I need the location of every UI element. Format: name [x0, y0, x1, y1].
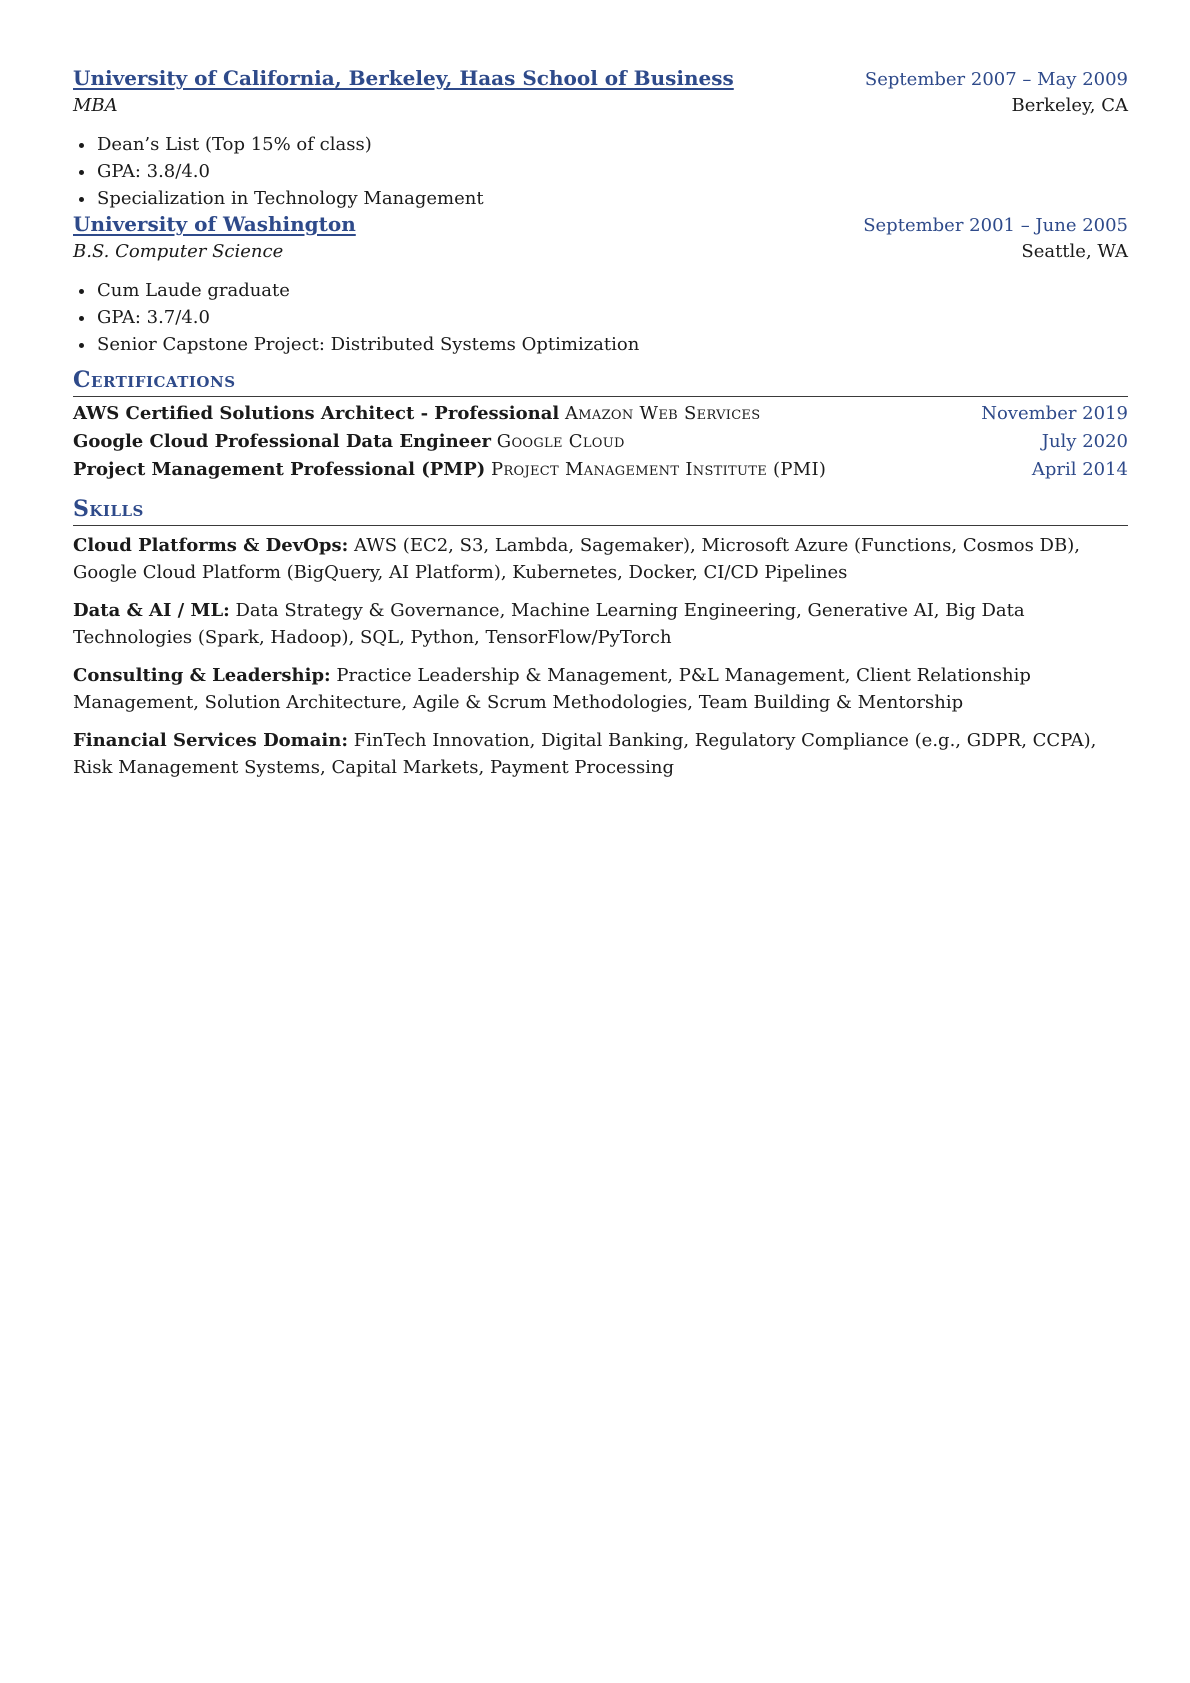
list-item: Dean’s List (Top 15% of class)	[97, 131, 1128, 158]
education-entry-washington	[73, 212, 1128, 358]
certification-title	[73, 431, 625, 452]
education-entry-berkeley	[73, 66, 1128, 212]
certification-issuer: Project Management Institute (PMI)	[491, 459, 827, 480]
location: Seattle, WA	[1021, 241, 1128, 262]
skill-category: Financial Services Domain:	[73, 730, 348, 751]
education-dates: September 2007 – May 2009	[864, 69, 1128, 90]
list-item: Senior Capstone Project: Distributed Systems Optimization	[97, 331, 1128, 358]
skill-category: Consulting & Leadership:	[73, 665, 331, 686]
certification-title	[73, 403, 760, 424]
education-subheader-row	[73, 95, 1128, 123]
skill-text: FinTech Innovation, Digital Banking, Regulatory Compliance (e.g., GDPR, CCPA), Risk Management Systems, Capital Markets, Payment Processing	[73, 730, 1097, 778]
school-link-washington[interactable]: University of Washington	[73, 212, 356, 236]
skill-text: Practice Leadership & Management, P&L Management, Client Relationship Management, Solution Architecture, Agile & Scrum Methodologies, Team Building & Mentorship	[73, 665, 1031, 713]
school-link-berkeley[interactable]: University of California, Berkeley, Haas School of Business	[73, 66, 734, 90]
certification-date: July 2020	[1041, 431, 1128, 452]
skill-group-cloud	[73, 532, 1128, 586]
list-item: Cum Laude graduate	[97, 277, 1128, 304]
certification-date: April 2014	[1031, 459, 1128, 480]
skill-group-consulting	[73, 662, 1128, 716]
skill-group-data-ai	[73, 597, 1128, 651]
certification-row	[73, 459, 1128, 487]
certification-name: AWS Certified Solutions Architect - Professional	[73, 403, 560, 424]
certification-row	[73, 403, 1128, 431]
location: Berkeley, CA	[1011, 95, 1128, 116]
degree: B.S. Computer Science	[73, 241, 284, 262]
certification-name: Google Cloud Professional Data Engineer	[73, 431, 492, 452]
education-header-row	[73, 66, 1128, 95]
certification-name: Project Management Professional (PMP)	[73, 459, 486, 480]
skill-group-financial	[73, 727, 1128, 781]
certification-title	[73, 459, 826, 480]
education-header-row	[73, 212, 1128, 241]
certification-issuer: Google Cloud	[496, 431, 625, 452]
degree: MBA	[73, 95, 118, 116]
certifications-heading: Certifications	[73, 366, 1128, 397]
list-item: GPA: 3.8/4.0	[97, 158, 1128, 185]
education-dates: September 2001 – June 2005	[863, 215, 1128, 236]
skills-list	[73, 532, 1128, 781]
list-item: Specialization in Technology Management	[97, 185, 1128, 212]
education-bullets	[73, 277, 1128, 358]
skill-category: Cloud Platforms & DevOps:	[73, 535, 349, 556]
certification-date: November 2019	[981, 403, 1128, 424]
skill-category: Data & AI / ML:	[73, 600, 230, 621]
education-bullets	[73, 131, 1128, 212]
certification-issuer: Amazon Web Services	[564, 403, 761, 424]
certification-row	[73, 431, 1128, 459]
skill-text: Data Strategy & Governance, Machine Learning Engineering, Generative AI, Big Data Technologies (Spark, Hadoop), SQL, Python, TensorFlow/PyTorch	[73, 600, 1025, 648]
skills-heading: Skills	[73, 495, 1128, 526]
skill-text: AWS (EC2, S3, Lambda, Sagemaker), Microsoft Azure (Functions, Cosmos DB), Google Cloud Platform (BigQuery, AI Platform), Kubernetes, Docker, CI/CD Pipelines	[73, 535, 1080, 583]
certifications-list	[73, 403, 1128, 487]
education-subheader-row	[73, 241, 1128, 269]
list-item: GPA: 3.7/4.0	[97, 304, 1128, 331]
